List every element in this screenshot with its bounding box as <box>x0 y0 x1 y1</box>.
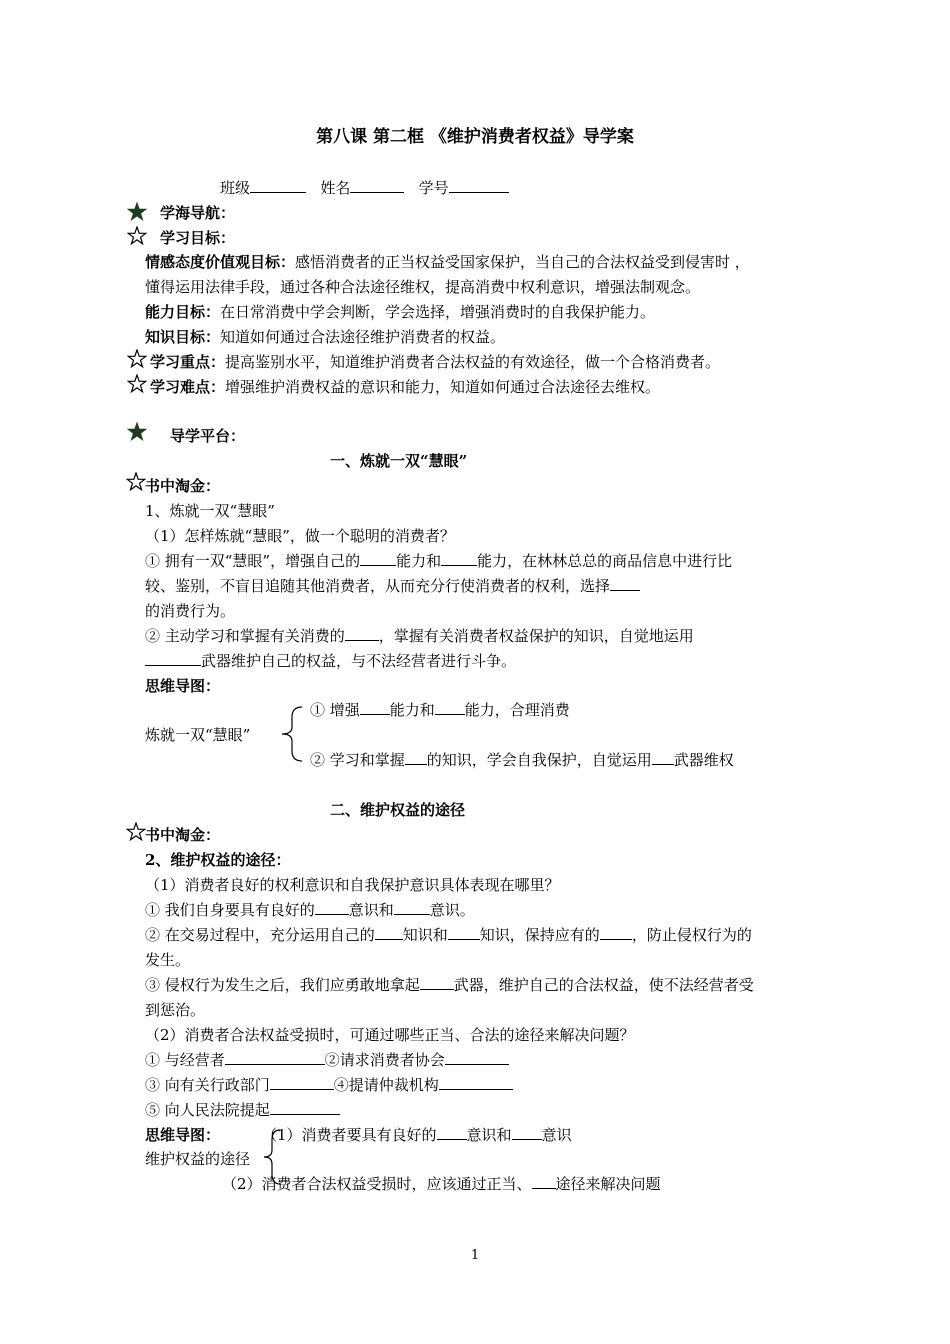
section-1-answer-2-line-2 <box>145 651 516 671</box>
goal-knowledge-line <box>145 327 505 347</box>
fill-blank[interactable] <box>375 925 403 940</box>
fill-blank[interactable] <box>445 1050 509 1065</box>
platform-heading: 导学平台： <box>170 427 246 445</box>
text: 能力和 <box>389 701 435 719</box>
section-2-answer-1 <box>145 900 475 920</box>
difficulty-line <box>150 377 660 397</box>
fill-blank[interactable] <box>420 975 454 990</box>
section-2-heading: 2、维护权益的途径： <box>145 851 291 869</box>
mind-map-1-branch-1 <box>310 700 570 720</box>
text: ，防止侵权行为的 <box>631 926 752 944</box>
text: 武器，维护自己的合法权益，使不法经营者受 <box>453 976 754 994</box>
text: ③ 向有关行政部门 <box>145 1076 270 1094</box>
fill-blank[interactable] <box>145 651 201 666</box>
section-2-question-1: （1）消费者良好的权利意识和自我保护意识具体表现在哪里？ <box>145 876 560 894</box>
id-blank[interactable] <box>449 178 509 193</box>
text: 能力和 <box>396 552 442 570</box>
text: ② 在交易过程中，充分运用自己的 <box>145 926 375 944</box>
text: ④提请仲裁机构 <box>333 1076 439 1094</box>
name-blank[interactable] <box>350 178 404 193</box>
section-1-title: 一、炼就一双“慧眼” <box>330 452 468 470</box>
section-1-heading: 1、炼就一双“慧眼” <box>145 502 275 520</box>
text: 途径来解决问题 <box>555 1175 661 1193</box>
text: 意识 <box>541 1126 572 1144</box>
text: ① 增强 <box>310 701 360 719</box>
fill-blank[interactable] <box>600 925 632 940</box>
text: ② 学习和掌握 <box>310 751 405 769</box>
text: 知识和 <box>402 926 448 944</box>
text: 知识，保持应有的 <box>479 926 600 944</box>
key-point-line <box>150 352 720 372</box>
text: ① 与经营者 <box>145 1051 225 1069</box>
fill-blank[interactable] <box>315 900 349 915</box>
mind-map-1-branch-2 <box>310 750 734 770</box>
section-2-answer-2-line-1 <box>145 925 752 945</box>
fill-blank[interactable] <box>652 750 674 765</box>
mind-map-label-1: 思维导图： <box>145 677 221 695</box>
text: ⑤ 向人民法院提起 <box>145 1101 270 1119</box>
difficulty-label: 学习难点： <box>150 378 226 396</box>
filled-star-icon <box>127 422 147 442</box>
mind-map-2-branch-2 <box>222 1174 661 1194</box>
fill-blank[interactable] <box>441 551 477 566</box>
text: 意识和 <box>348 901 394 919</box>
id-label: 学号 <box>418 179 449 197</box>
section-2-answer-3-line-1 <box>145 975 754 995</box>
fill-blank[interactable] <box>512 1125 542 1140</box>
class-blank[interactable] <box>250 178 306 193</box>
goal-knowledge-text: 知道如何通过合法途径维护消费者的权益。 <box>220 328 506 346</box>
key-point-label: 学习重点： <box>150 353 226 371</box>
fill-blank[interactable] <box>225 1050 325 1065</box>
section-1-answer-2-line-1 <box>145 626 694 646</box>
brace-connector-icon <box>270 703 310 763</box>
fill-blank[interactable] <box>394 900 430 915</box>
text: 的知识，学会自我保护，自觉运用 <box>426 751 652 769</box>
difficulty-text: 增强维护消费权益的意识和能力，知道如何通过合法途径去维权。 <box>225 378 661 396</box>
goal-emotion-line-2: 懂得运用法律手段，通过各种合法途径维权，提高消费中权利意识，增强法制观念。 <box>145 278 701 296</box>
name-label: 姓名 <box>320 179 351 197</box>
text: ① 我们自身要具有良好的 <box>145 901 315 919</box>
student-info-line <box>220 178 509 198</box>
goal-knowledge-label: 知识目标： <box>145 328 221 346</box>
nav-heading: 学海导航： <box>160 204 236 222</box>
text: 能力，在林林总总的商品信息中进行比 <box>477 552 733 570</box>
mind-map-2-branch-1 <box>262 1125 572 1145</box>
fill-blank[interactable] <box>360 700 390 715</box>
outline-star-icon <box>127 226 147 246</box>
section-1-answer-1-line-2 <box>145 576 640 596</box>
text: 武器维护自己的权益，与不法经营者进行斗争。 <box>201 652 517 670</box>
fill-blank[interactable] <box>439 1075 513 1090</box>
fill-blank[interactable] <box>270 1075 334 1090</box>
section-1-question-1: （1）怎样炼就“慧眼”，做一个聪明的消费者？ <box>145 527 455 545</box>
goal-emotion-label: 情感态度价值观目标： <box>145 253 296 271</box>
goal-emotion-text-1: 感悟消费者的正当权益受国家保护，当自己的合法权益受到侵害时 ， <box>295 253 750 271</box>
filled-star-icon <box>127 202 147 222</box>
text: ① 拥有一双“慧眼”，增强自己的 <box>145 552 361 570</box>
fill-blank[interactable] <box>437 1125 467 1140</box>
text: 意识和 <box>466 1126 512 1144</box>
mind-map-2-root: 维护权益的途径 <box>145 1150 251 1168</box>
fill-blank[interactable] <box>532 1174 556 1189</box>
outline-star-icon <box>127 349 147 369</box>
key-point-text: 提高鉴别水平，知道维护消费者合法权益的有效途径，做一个合格消费者。 <box>225 353 721 371</box>
text: ③ 侵权行为发生之后，我们应勇敢地拿起 <box>145 976 420 994</box>
section-2-answer-3-line-2: 到惩治。 <box>145 1001 206 1019</box>
goal-ability-label: 能力目标： <box>145 303 221 321</box>
section-2-title: 二、维护权益的途径 <box>330 801 466 819</box>
section-1-answer-1-line-3: 的消费行为。 <box>145 602 236 620</box>
mind-map-label-2: 思维导图： <box>145 1126 221 1144</box>
fill-blank[interactable] <box>435 700 465 715</box>
text: ②请求消费者协会 <box>324 1051 445 1069</box>
text: ② 主动学习和掌握有关消费的 <box>145 627 345 645</box>
text: 较、鉴别，不盲目追随其他消费者，从而充分行使消费者的权利，选择 <box>145 577 611 595</box>
text: 意识。 <box>429 901 475 919</box>
gold-heading-2: 书中淘金： <box>145 826 221 844</box>
goals-heading: 学习目标： <box>160 229 236 247</box>
goal-emotion-line-1 <box>145 252 750 272</box>
class-label: 班级 <box>220 179 251 197</box>
page-number: 1 <box>470 1248 480 1263</box>
goal-ability-text: 在日常消费中学会判断，学会选择，增强消费时的自我保护能力。 <box>220 303 656 321</box>
section-2-ways-line-1 <box>145 1050 509 1070</box>
text: （2）消费者合法权益受损时，应该通过正当、 <box>222 1175 532 1193</box>
fill-blank[interactable] <box>345 626 379 641</box>
fill-blank[interactable] <box>405 750 427 765</box>
document-title: 第八课 第二框 《维护消费者权益》导学案 <box>316 127 634 147</box>
section-2-ways-line-2 <box>145 1075 513 1095</box>
goal-ability-line <box>145 302 655 322</box>
section-2-ways-line-3 <box>145 1100 340 1120</box>
outline-star-icon <box>126 822 146 842</box>
section-1-answer-1-line-1 <box>145 551 732 571</box>
text: ，掌握有关消费者权益保护的知识，自觉地运用 <box>378 627 694 645</box>
section-2-answer-2-line-2: 发生。 <box>145 951 191 969</box>
outline-star-icon <box>126 472 146 492</box>
text: 能力，合理消费 <box>464 701 570 719</box>
fill-blank[interactable] <box>610 576 640 591</box>
fill-blank[interactable] <box>360 551 396 566</box>
gold-heading-1: 书中淘金： <box>145 477 221 495</box>
fill-blank[interactable] <box>270 1100 340 1115</box>
section-2-question-2: （2）消费者合法权益受损时，可通过哪些正当、合法的途径来解决问题？ <box>145 1026 635 1044</box>
text: （1）消费者要具有良好的 <box>262 1126 437 1144</box>
text: 武器维权 <box>673 751 734 769</box>
mind-map-1-root: 炼就一双“慧眼” <box>145 726 251 744</box>
outline-star-icon <box>127 374 147 394</box>
fill-blank[interactable] <box>448 925 480 940</box>
